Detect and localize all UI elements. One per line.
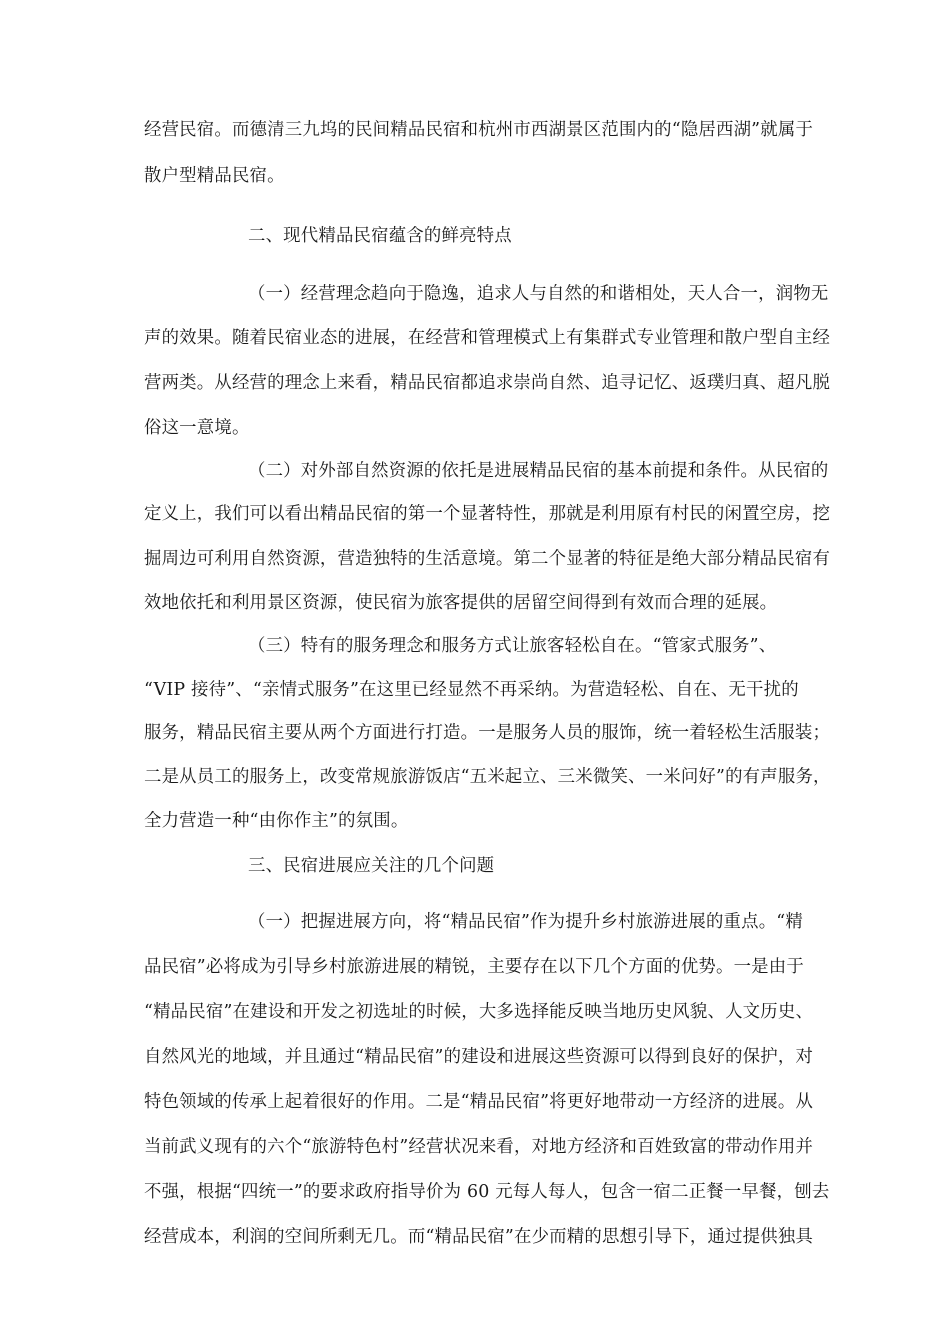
text-line: 经营民宿。而德清三九坞的民间精品民宿和杭州市西湖景区范围内的“隐居西湖”就属于 (144, 120, 814, 140)
text-line: 效地依托和利用景区资源，使民宿为旅客提供的居留空间得到有效而合理的延展。 (144, 593, 778, 613)
text-line: 服务，精品民宿主要从两个方面进行打造。一是服务人员的服饰，统一着轻松生活服装； (144, 723, 831, 743)
text-line: 当前武义现有的六个“旅游特色村”经营状况来看，对地方经济和百姓致富的带动作用并 (144, 1137, 814, 1157)
text-line: 定义上，我们可以看出精品民宿的第一个显著特性，那就是利用原有村民的闲置空房，挖 (144, 504, 831, 524)
text-line: 声的效果。随着民宿业态的进展，在经营和管理模式上有集群式专业管理和散户型自主经 (144, 328, 831, 348)
text-line: 自然风光的地域，并且通过“精品民宿”的建设和进展这些资源可以得到良好的保护，对 (144, 1047, 814, 1067)
text-line: 俗这一意境。 (144, 418, 250, 438)
text-line: “精品民宿”在建设和开发之初选址的时候，大多选择能反映当地历史风貌、人文历史、 (144, 1002, 814, 1022)
text-line: 二是从员工的服务上，改变常规旅游饭店“五米起立、三米微笑、一米问好”的有声服务， (144, 767, 831, 787)
text-line: （一）经营理念趋向于隐逸，追求人与自然的和谐相处，天人合一，润物无 (248, 284, 829, 304)
text-line: “VIP 接待”、“亲情式服务”在这里已经显然不再采纳。为营造轻松、自在、无干扰的 (144, 680, 799, 700)
text-line: 全力营造一种“由你作主”的氛围。 (144, 811, 409, 831)
text-line: （一）把握进展方向，将“精品民宿”作为提升乡村旅游进展的重点。“精 (248, 912, 803, 932)
text-line: 掘周边可利用自然资源，营造独特的生活意境。第二个显著的特征是绝大部分精品民宿有 (144, 549, 831, 569)
section-heading: 二、现代精品民宿蕴含的鲜亮特点 (248, 226, 512, 246)
text-line: （二）对外部自然资源的依托是进展精品民宿的基本前提和条件。从民宿的 (248, 461, 829, 481)
text-line: 不强，根据“四统一”的要求政府指导价为 60 元每人每人，包含一宿二正餐一早餐，刨去 (144, 1182, 830, 1202)
text-line: 品民宿”必将成为引导乡村旅游进展的精锐，主要存在以下几个方面的优势。一是由于 (144, 957, 804, 977)
text-line: （三）特有的服务理念和服务方式让旅客轻松自在。“管家式服务”、 (248, 636, 777, 656)
text-line: 营两类。从经营的理念上来看，精品民宿都追求崇尚自然、追寻记忆、返璞归真、超凡脱 (144, 373, 831, 393)
text-line: 散户型精品民宿。 (144, 166, 285, 186)
section-heading: 三、民宿进展应关注的几个问题 (248, 856, 495, 876)
text-line: 经营成本，利润的空间所剩无几。而“精品民宿”在少而精的思想引导下，通过提供独具 (144, 1227, 814, 1247)
text-line: 特色领域的传承上起着很好的作用。二是“精品民宿”将更好地带动一方经济的进展。从 (144, 1092, 814, 1112)
